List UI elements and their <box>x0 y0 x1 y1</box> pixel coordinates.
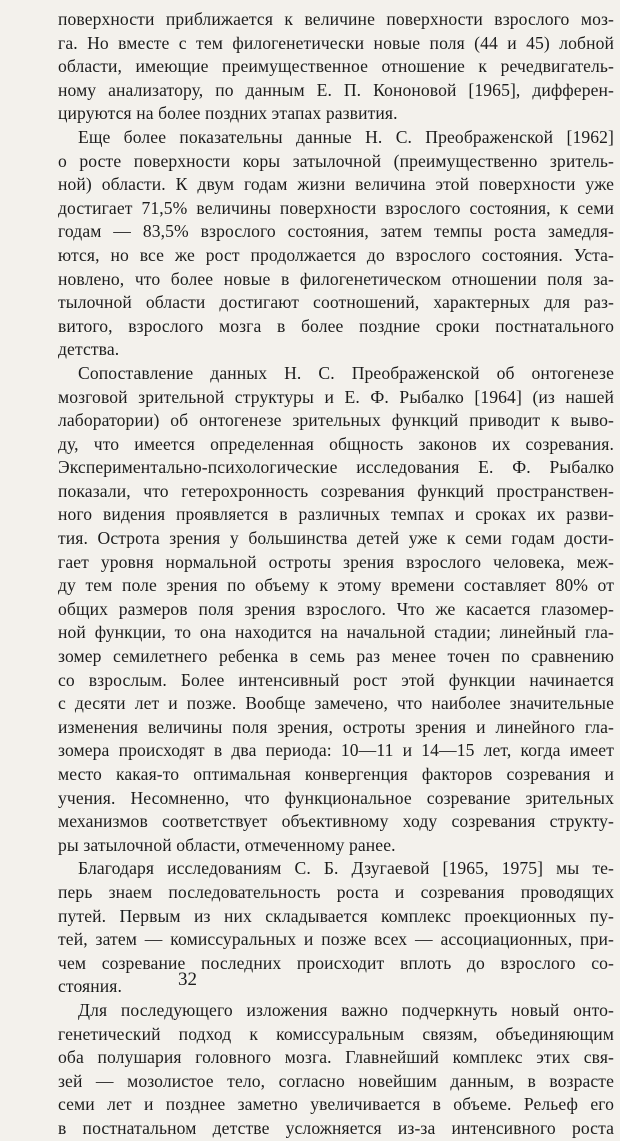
paragraph-2 <box>58 126 614 362</box>
text-line: учения. Несомненно, что функциональное созревание зрительных <box>58 787 614 808</box>
text-line: цируются на более поздних этапах развития. <box>58 103 398 124</box>
text-line: тей, затем — комиссуральных и позже всех — ассоциационных, при- <box>58 929 614 950</box>
text-line: ному анализатору, по данным Е. П. Кононовой [1965], дифферен- <box>58 79 614 100</box>
text-line: зомер семилетнего ребенка в семь раз менее точен по сравнению <box>58 646 614 667</box>
page-number: 32 <box>178 969 197 990</box>
text-line: тылочной области достигают соотношений, характерных для раз- <box>58 292 614 313</box>
text-line: семи лет и позднее заметно увеличивается в объеме. Рельеф его <box>58 1094 614 1115</box>
text-line: мозговой зрительной структуры и Е. Ф. Рыбалко [1964] (из нашей <box>58 386 614 407</box>
text-line: ного видения проявляется в различных темпах и сроках их разви- <box>58 504 614 525</box>
text-line: ной функции, то она находится на начальной стадии; линейный гла- <box>58 622 614 643</box>
text-line: тия. Острота зрения у большинства детей уже к семи годам дости- <box>58 528 614 549</box>
text-line: со взрослым. Более интенсивный рост этой функции начинается <box>58 669 614 690</box>
text-line: Еще более показательны данные Н. С. Преображенской [1962] <box>78 126 614 147</box>
text-line: общих размеров поля зрения взрослого. Что же касается глазомер- <box>58 598 614 619</box>
text-line: показали, что гетерохронность созревания функций пространствен- <box>58 480 614 501</box>
text-line: области, имеющие преимущественное отношение к речедвигатель- <box>58 56 614 77</box>
text-body <box>58 8 614 1141</box>
paragraph-4 <box>58 857 614 999</box>
text-line: генетический подход к комиссуральным связям, объединяющим <box>58 1023 614 1044</box>
text-line: чем созревание последних происходит вплоть до взрослого со- <box>58 952 614 973</box>
text-line: Экспериментально-психологические исследования Е. Ф. Рыбалко <box>58 457 614 478</box>
paragraph-3 <box>58 362 614 857</box>
text-line: Для последующего изложения важно подчеркнуть новый онто- <box>78 999 614 1020</box>
text-line: Сопоставление данных Н. С. Преображенской об онтогенезе <box>78 362 614 383</box>
text-line: перь знаем последовательность роста и созревания проводящих <box>58 881 614 902</box>
text-line: витого, взрослого мозга в более поздние сроки постнатального <box>58 315 614 336</box>
text-line: механизмов соответствует объективному ходу созревания структу- <box>58 811 614 832</box>
text-line: достигает 71,5% величины поверхности взрослого состояния, к семи <box>58 197 614 218</box>
text-line: детства. <box>58 339 120 360</box>
text-line: поверхности приближается к величине поверхности взрослого моз- <box>58 9 614 29</box>
text-line: новлено, что более новые в филогенетическом отношении поля за- <box>58 268 614 289</box>
text-line: ры затылочной области, отмеченному ранее. <box>58 834 396 855</box>
text-line: гает уровня нормальной остроты зрения взрослого человека, меж- <box>58 551 614 572</box>
text-line: зей — мозолистое тело, согласно новейшим данным, в возрасте <box>58 1070 614 1091</box>
text-line: место какая-то оптимальная конвергенция факторов созревания и <box>58 764 614 784</box>
text-line: ной) области. К двум годам жизни величина этой поверхности уже <box>58 174 614 195</box>
text-line: ются, но все же рост продолжается до взрослого состояния. Уста- <box>58 244 614 265</box>
text-line: с десяти лет и позже. Вообще замечено, что наиболее значительные <box>58 693 614 714</box>
text-line: в постнатальном детстве усложняется из-за интенсивного роста <box>58 1117 614 1138</box>
text-line: лаборатории) об онтогенезе зрительных функций приводит к выво- <box>58 410 614 431</box>
paragraph-1 <box>58 8 614 126</box>
text-line: стояния. <box>58 976 122 997</box>
text-line: оба полушария головного мозга. Главнейший комплекс этих свя- <box>58 1047 614 1068</box>
text-line: га. Но вместе с тем филогенетически новые поля (44 и 45) лобной <box>58 32 614 53</box>
text-line: ду тем поле зрения по объему к этому времени составляет 80% от <box>58 575 614 596</box>
text-line: путей. Первым из них складывается комплекс проекционных пу- <box>58 905 614 926</box>
text-line: зомера происходят в два периода: 10—11 и 14—15 лет, когда имеет <box>58 740 614 761</box>
text-line: годам — 83,5% взрослого состояния, затем темпы роста замедля- <box>58 221 614 242</box>
text-line: о росте поверхности коры затылочной (преимущественно зритель- <box>58 150 614 171</box>
text-line: изменения величины поля зрения, остроты зрения и линейного гла- <box>58 716 614 737</box>
text-line: Благодаря исследованиям С. Б. Дзугаевой [1965, 1975] мы те- <box>78 858 614 879</box>
text-line: ду, что имеется определенная общность законов их созревания. <box>58 433 614 454</box>
paragraph-5 <box>58 999 614 1141</box>
